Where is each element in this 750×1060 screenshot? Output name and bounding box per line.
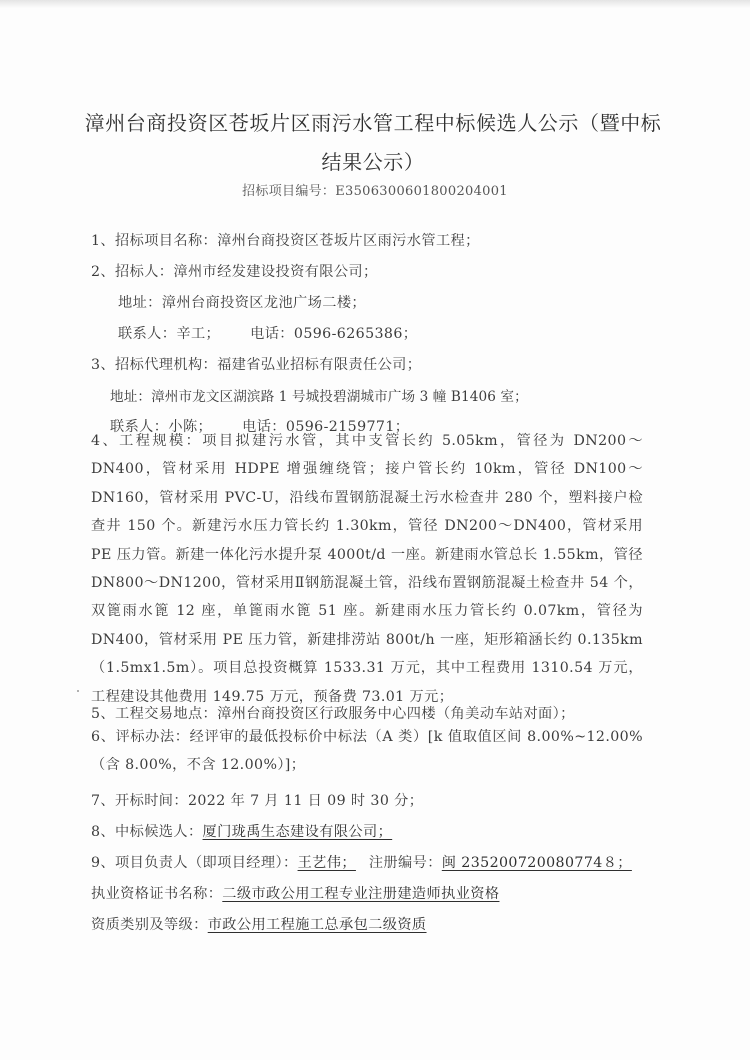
page-title: 漳州台商投资区苍坂片区雨污水管工程中标候选人公示（暨中标结果公示） [84,111,662,174]
scan-speck [77,690,79,692]
manager-label: 9、项目负责人（即项目经理）： [91,855,298,871]
item-tenderer: 2、招标人：漳州市经发建设投资有限公司； [91,264,378,280]
agency-address: 地址：漳州市龙文区湖滨路 1 号城投碧湖城市广场 3 幢 B1406 室； [110,389,528,405]
item-evaluation-method: 6、评标办法：经评审的最低投标价中标法（A 类）[k 值取值区间 8.00%~12.00%（含 8.00%，不含 12.00%）]； [91,729,643,774]
item-project-name: 1、招标项目名称：漳州台商投资区苍坂片区雨污水管工程； [91,233,480,249]
tenderer-contact-person: 联系人：辛工； [118,326,221,342]
scan-edge [0,0,750,8]
registration-number: 闽 235200720080774８； [441,855,632,871]
item-winning-candidate [91,821,392,841]
qualification-value: 市政公用工程施工总承包二级资质 [207,917,427,933]
project-number: 招标项目编号：E3506300601800204001 [242,184,508,199]
item-trading-place: 5、工程交易地点：漳州台商投资区行政服务中心四楼（角美动车站对面）； [91,706,575,722]
candidate-label: 8、中标候选人： [91,824,203,840]
item-bid-opening-time: 7、开标时间：2022 年 7 月 11 日 09 时 30 分； [91,793,424,809]
agency-phone: 电话：0596-2159771； [242,419,410,435]
agency-contact-person: 联系人：小陈； [110,419,213,435]
tenderer-contact [118,323,417,343]
qualification-grade [91,914,427,934]
item-project-scale: 4、工程规模：项目拟建污水管，其中支管长约 5.05km，管径为 DN200～DN400，管材采用 HDPE 增强缠绕管；接户管长约 10km，管径 DN100～DN160，管材采用 PVC-U，沿线布置钢筋混凝土污水检查井 280 个，塑料接户检查井 150 个。新建污水压力管长约 1.30km，管径 DN200～DN400，管材采用 PE 压力管。新建一体化污水提升泵 4000t/d 一座。新建雨水管总长 1.55km，管径 DN800～DN1200，管材采用Ⅱ钢筋混凝土管，沿线布置钢筋混凝土检查井 54 个，双篦雨水篦 12 座，单篦雨水篦 51 座。新建雨水压力管长约 0.07km，管径为 DN400，管材采用 PE 压力管，新建排涝站 800t/h 一座，矩形箱涵长约 0.135km（1.5mx1.5m）。项目总投资概算 1533.31 万元，其中工程费用 1310.54 万元，工程建设其他费用 149.75 万元，预备费 73.01 万元； [91,433,643,705]
qualification-label: 资质类别及等级： [91,917,208,933]
manager-name: 王艺伟； [297,855,356,871]
certificate-name: 二级市政公用工程专业注册建造师执业资格 [222,886,500,902]
item-agency: 3、招标代理机构：福建省弘业招标有限责任公司； [91,357,422,373]
registration-label: 注册编号： [368,855,442,871]
tenderer-address: 地址：漳州台商投资区龙池广场二楼； [118,295,366,311]
item-project-manager [91,852,632,872]
qualification-certificate [91,883,499,903]
candidate-name: 厦门珑禹生态建设有限公司； [202,824,393,840]
tenderer-phone: 电话：0596-6265386； [250,326,418,342]
certificate-label: 执业资格证书名称： [91,886,223,902]
